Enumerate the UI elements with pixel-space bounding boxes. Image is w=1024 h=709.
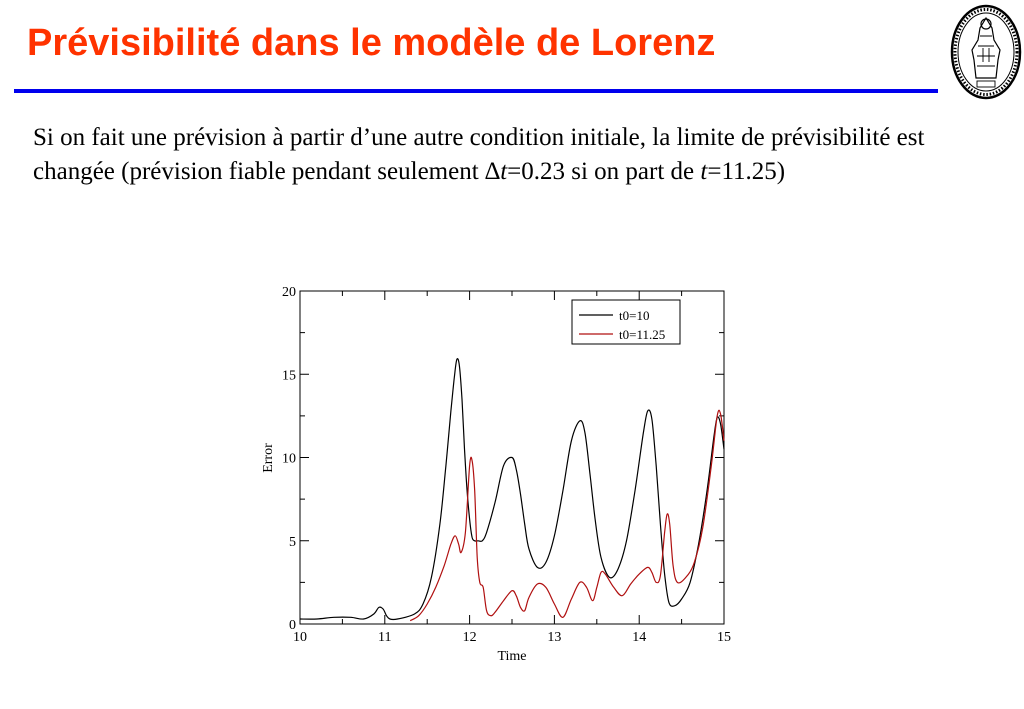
university-seal-logo [947,0,1024,104]
y-tick-label: 10 [282,451,296,467]
y-tick-label: 15 [282,368,296,384]
x-tick-label: 13 [547,630,562,645]
body-text-variable: t [500,158,508,185]
y-tick-label: 5 [289,534,296,550]
x-tick-label: 14 [632,630,647,645]
x-tick-label: 12 [462,630,477,645]
chart-legend [572,300,680,344]
legend-label-series-1: t0=10 [619,308,650,323]
body-text-part: Si on fait une prévision à partir d’une autre condition initiale, la limite de prévisibilité est changée (prévision fiable pendant seulement ∆ [33,124,925,185]
y-tick-label: 20 [282,285,296,300]
slide-title: Prévisibilité dans le modèle de Lorenz [27,22,716,64]
title-underline [14,89,938,93]
body-paragraph [33,121,983,189]
x-axis-label: Time [497,649,527,664]
y-axis-label: Error [261,443,276,473]
error-vs-time-chart [250,280,740,672]
body-text-part: =11.25) [707,158,786,185]
body-text-part: =0.23 si on part de [507,158,701,185]
x-tick-label: 10 [293,630,307,645]
x-tick-label: 11 [378,630,392,645]
body-text-variable: t [700,158,708,185]
legend-label-series-2: t0=11.25 [619,327,666,342]
x-tick-label: 15 [717,630,731,645]
y-tick-label: 0 [289,618,296,633]
